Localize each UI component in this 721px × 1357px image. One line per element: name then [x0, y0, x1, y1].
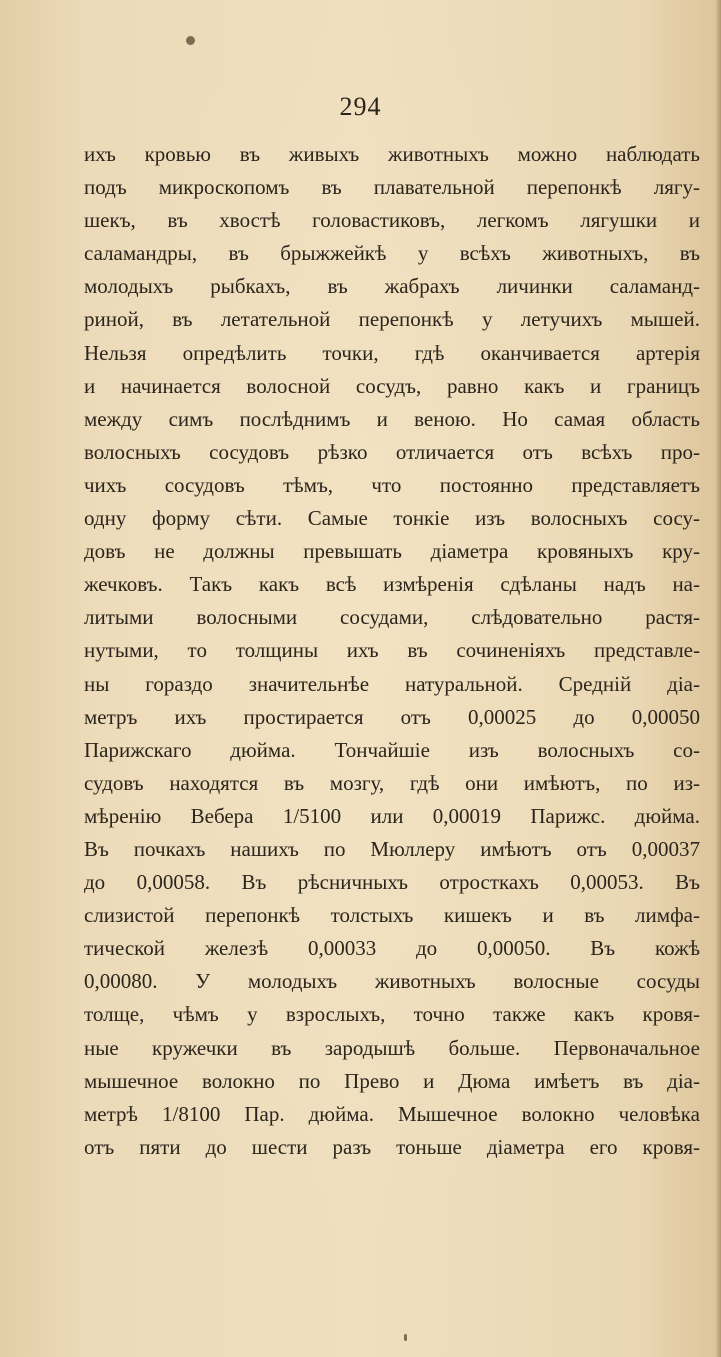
text-line: волосныхъ сосудовъ рѣзко отличается отъ всѣхъ про-: [84, 439, 700, 464]
text-line: литыми волосными сосудами, слѣдовательно растя-: [84, 605, 700, 630]
text-line: 0,00080. У молодыхъ животныхъ волосные сосуды: [84, 969, 700, 994]
text-line: саламандры, въ брыжжейкѣ у всѣхъ животныхъ, въ: [84, 241, 700, 266]
text-line: отъ пяти до шести разъ тоньше діаметра его кровя-: [84, 1134, 700, 1159]
text-line: шекъ, въ хвостѣ головастиковъ, легкомъ лягушки и: [84, 208, 700, 233]
body-text: [84, 138, 700, 1164]
text-line: тической железѣ 0,00033 до 0,00050. Въ кожѣ: [84, 936, 700, 961]
text-line: довъ не должны превышать діаметра кровяныхъ кру-: [84, 539, 700, 564]
text-line: до 0,00058. Въ рѣсничныхъ отросткахъ 0,00053. Въ: [84, 870, 700, 895]
text-line: Парижскаго дюйма. Тончайшіе изъ волосныхъ со-: [84, 737, 700, 762]
page-edge-shadow: [715, 0, 721, 1357]
text-line: ихъ кровью въ живыхъ животныхъ можно наблюдать: [84, 142, 700, 166]
text-line: метрѣ 1/8100 Пар. дюйма. Мышечное волокно человѣка: [84, 1101, 700, 1126]
page-number: 294: [339, 92, 382, 121]
text-line: Нельзя опредѣлить точки, гдѣ оканчивается артерія: [84, 340, 700, 365]
text-line: судовъ находятся въ мозгу, гдѣ они имѣютъ, по из-: [84, 770, 700, 795]
text-line: мышечное волокно по Прево и Дюма имѣетъ въ діа-: [84, 1068, 700, 1093]
text-line: слизистой перепонкѣ толстыхъ кишекъ и въ лимфа-: [84, 903, 700, 928]
text-line: мѣренію Вебера 1/5100 или 0,00019 Парижс. дюйма.: [84, 803, 700, 828]
text-line: метръ ихъ простирается отъ 0,00025 до 0,00050: [84, 704, 700, 729]
text-line: жечковъ. Такъ какъ всѣ измѣренія сдѣланы надъ на-: [84, 572, 700, 597]
text-line: подъ микроскопомъ въ плавательной перепонкѣ лягу-: [84, 175, 700, 200]
text-line: и начинается волосной сосудъ, равно какъ и границъ: [84, 373, 700, 398]
text-line: чихъ сосудовъ тѣмъ, что постоянно представляетъ: [84, 472, 700, 497]
text-line: ны гораздо значительнѣе натуральной. Средній діа-: [84, 671, 700, 696]
text-line: нутыми, то толщины ихъ въ сочиненіяхъ представле-: [84, 638, 700, 663]
ink-spot: [186, 36, 195, 45]
text-line: ные кружечки въ зародышѣ больше. Первоначальное: [84, 1035, 700, 1060]
text-line: толще, чѣмъ у взрослыхъ, точно также какъ кровя-: [84, 1002, 700, 1027]
text-line: одну форму сѣти. Самые тонкіе изъ волосныхъ сосу-: [84, 506, 700, 531]
ink-spot: [404, 1334, 407, 1341]
text-line: риной, въ летательной перепонкѣ у летучихъ мышей.: [84, 307, 700, 332]
text-line: между симъ послѣднимъ и веною. Но самая область: [84, 406, 700, 431]
text-line: Въ почкахъ нашихъ по Мюллеру имѣютъ отъ 0,00037: [84, 836, 700, 861]
text-line: молодыхъ рыбкахъ, въ жабрахъ личинки саламанд-: [84, 274, 700, 299]
